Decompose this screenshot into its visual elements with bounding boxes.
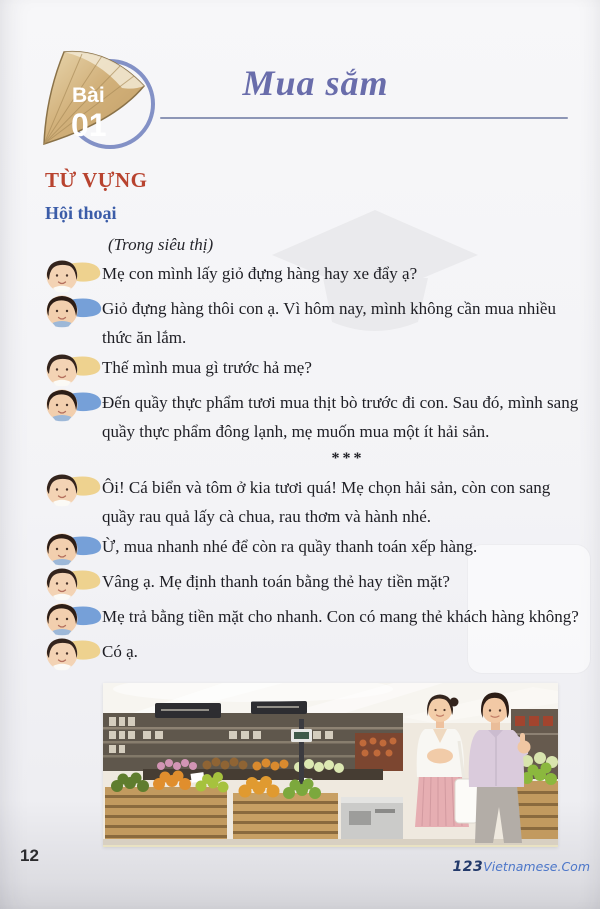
publisher-logo-suffix: Vietnamese.Com xyxy=(483,859,590,874)
supermarket-photo xyxy=(103,683,558,847)
mother-avatar-icon xyxy=(46,602,102,636)
daughter-avatar-icon xyxy=(46,353,102,387)
publisher-logo-prefix: 123 xyxy=(452,859,484,875)
mother-avatar-icon xyxy=(46,532,102,566)
dialogue-line xyxy=(46,295,586,352)
dialogue-line xyxy=(46,389,586,446)
publisher-logo xyxy=(452,856,590,875)
dialogue-text: Đến quầy thực phẩm tươi mua thịt bò trước đi con. Sau đó, mình sang quầy thực phẩm đông lạnh, mẹ muốn mua một ít hải sản. xyxy=(102,393,579,441)
dialogue-text: Giỏ đựng hàng thôi con ạ. Vì hôm nay, mình không cần mua nhiều thức ăn lắm. xyxy=(102,299,556,347)
mother-avatar-icon xyxy=(46,388,102,422)
dialogue-line xyxy=(46,354,586,387)
scene-note: (Trong siêu thị) xyxy=(108,235,214,254)
scene-separator: *** xyxy=(331,450,365,467)
subsection-heading: Hội thoại xyxy=(45,203,117,223)
lesson-badge-label: Bài xyxy=(72,84,105,107)
dialogue-text: Có ạ. xyxy=(102,642,138,661)
dialogue-line xyxy=(46,638,586,671)
dialogue-line xyxy=(46,603,586,636)
mother-avatar-icon xyxy=(46,294,102,328)
dialogue-line xyxy=(46,568,586,601)
dialogue-text: Vâng ạ. Mẹ định thanh toán bằng thẻ hay tiền mặt? xyxy=(102,572,450,591)
daughter-avatar-icon xyxy=(46,473,102,507)
dialogue-text: Ôi! Cá biển và tôm ở kia tươi quá! Mẹ chọn hải sản, còn con sang quầy rau quả lấy cà chua, rau thơm và hành nhé. xyxy=(102,478,551,526)
lesson-badge-number: 01 xyxy=(71,107,107,143)
page-number: 12 xyxy=(20,846,39,865)
dialogue-line xyxy=(46,260,586,293)
title-divider xyxy=(160,117,568,119)
conical-hat-icon xyxy=(38,44,162,156)
daughter-avatar-icon xyxy=(46,637,102,671)
daughter-avatar-icon xyxy=(46,567,102,601)
section-heading: TỪ VỰNG xyxy=(45,168,148,192)
dialogue-line xyxy=(46,533,586,566)
dialogue-text: Mẹ trả bằng tiền mặt cho nhanh. Con có mang thẻ khách hàng không? xyxy=(102,607,579,626)
daughter-avatar-icon xyxy=(46,259,102,293)
dialogue-block xyxy=(46,232,586,671)
dialogue-text: Ừ, mua nhanh nhé để còn ra quầy thanh toán xếp hàng. xyxy=(102,537,478,556)
dialogue-text: Mẹ con mình lấy giỏ đựng hàng hay xe đẩy ạ? xyxy=(102,264,418,283)
dialogue-text: Thế mình mua gì trước hả mẹ? xyxy=(102,358,312,377)
dialogue-line xyxy=(46,474,586,531)
lesson-badge xyxy=(38,44,162,156)
page-title: Mua sắm xyxy=(242,63,389,103)
